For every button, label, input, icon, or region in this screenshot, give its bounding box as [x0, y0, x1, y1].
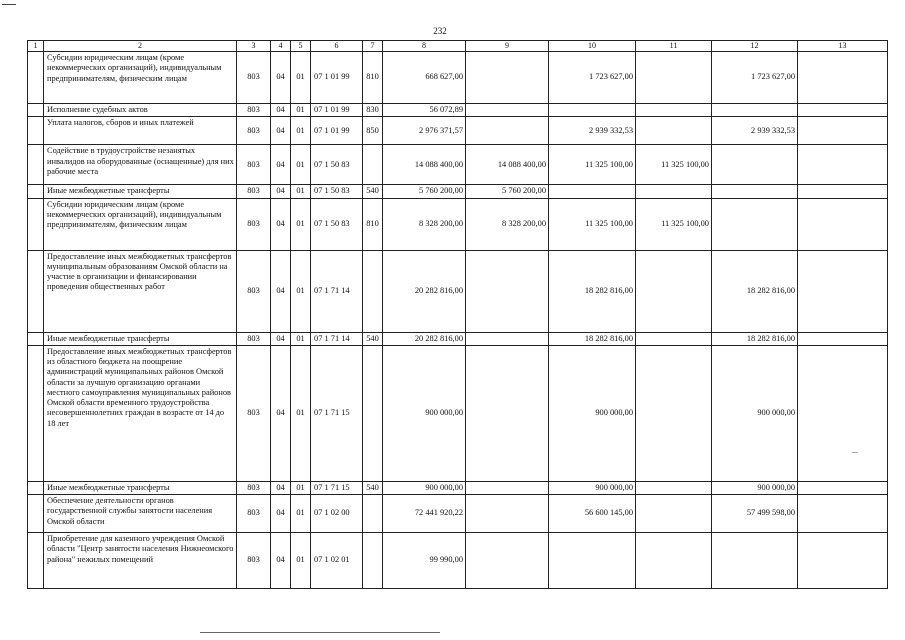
col-header-8: 8: [383, 41, 466, 52]
amount-col10-cell: 900 000,00: [549, 481, 636, 494]
expense-type-cell: 540: [363, 332, 383, 345]
col-header-9: 9: [466, 41, 549, 52]
code-cell: 803: [237, 198, 271, 250]
table-row: [28, 185, 888, 198]
section-cell: 04: [271, 250, 291, 332]
amount-col9-cell: [466, 52, 549, 104]
expense-type-cell: 540: [363, 185, 383, 198]
item-name-cell: Исполнение судебных актов: [44, 104, 237, 117]
amount-col13-cell: [798, 250, 888, 332]
amount-col10-cell: [549, 533, 636, 589]
section-cell: 04: [271, 198, 291, 250]
amount-col11-cell: 11 325 100,00: [636, 198, 712, 250]
amount-col12-cell: [712, 198, 798, 250]
amount-col8-cell: 56 072,89: [383, 104, 466, 117]
amount-col13-cell: [798, 185, 888, 198]
amount-col12-cell: [712, 185, 798, 198]
amount-col12-cell: [712, 533, 798, 589]
section-cell: 04: [271, 117, 291, 145]
expense-type-cell: 810: [363, 52, 383, 104]
amount-col11-cell: [636, 533, 712, 589]
subsection-cell: 01: [291, 117, 311, 145]
col-header-2: 2: [44, 41, 237, 52]
amount-col8-cell: 20 282 816,00: [383, 250, 466, 332]
table-row: [28, 198, 888, 250]
section-cell: 04: [271, 104, 291, 117]
expense-type-cell: 540: [363, 481, 383, 494]
item-name-cell: Предоставление иных межбюджетных трансфертов из областного бюджета на поощрение администраций муниципальных районов Омской области за лучшую организацию органами местного самоуправления муниципальных районов Омской области временного трудоустройства несовершеннолетних граждан в возрасте от 14 до 18 лет: [44, 345, 237, 481]
amount-col9-cell: [466, 117, 549, 145]
subsection-cell: 01: [291, 198, 311, 250]
expense-type-cell: [363, 533, 383, 589]
subsection-cell: 01: [291, 250, 311, 332]
amount-col9-cell: [466, 481, 549, 494]
expense-type-cell: [363, 145, 383, 185]
code-cell: 803: [237, 185, 271, 198]
amount-col12-cell: 900 000,00: [712, 481, 798, 494]
subsection-cell: 01: [291, 145, 311, 185]
expense-type-cell: [363, 345, 383, 481]
amount-col10-cell: 11 325 100,00: [549, 145, 636, 185]
amount-col10-cell: 11 325 100,00: [549, 198, 636, 250]
budget-table: [27, 40, 888, 589]
amount-col12-cell: 2 939 332,53: [712, 117, 798, 145]
subsection-cell: 01: [291, 332, 311, 345]
subsection-cell: 01: [291, 533, 311, 589]
col-header-12: 12: [712, 41, 798, 52]
target-article-cell: 07 1 01 99: [311, 52, 363, 104]
col-header-13: 13: [798, 41, 888, 52]
target-article-cell: 07 1 71 15: [311, 481, 363, 494]
target-article-cell: 07 1 50 83: [311, 185, 363, 198]
section-cell: 04: [271, 495, 291, 533]
amount-col9-cell: [466, 533, 549, 589]
amount-col13-cell: [798, 145, 888, 185]
amount-col10-cell: [549, 104, 636, 117]
amount-col8-cell: 8 328 200,00: [383, 198, 466, 250]
target-article-cell: 07 1 01 99: [311, 117, 363, 145]
section-cell: 04: [271, 52, 291, 104]
row-index-cell: [28, 250, 44, 332]
amount-col12-cell: 18 282 816,00: [712, 332, 798, 345]
expense-type-cell: 810: [363, 198, 383, 250]
section-cell: 04: [271, 332, 291, 345]
amount-col8-cell: 2 976 371,57: [383, 117, 466, 145]
amount-col12-cell: [712, 104, 798, 117]
col-header-7: 7: [363, 41, 383, 52]
target-article-cell: 07 1 71 14: [311, 332, 363, 345]
col-header-5: 5: [291, 41, 311, 52]
code-cell: 803: [237, 533, 271, 589]
row-index-cell: [28, 332, 44, 345]
row-index-cell: [28, 145, 44, 185]
target-article-cell: 07 1 01 99: [311, 104, 363, 117]
item-name-cell: Иные межбюджетные трансферты: [44, 332, 237, 345]
amount-col10-cell: 900 000,00: [549, 345, 636, 481]
expense-type-cell: 850: [363, 117, 383, 145]
row-index-cell: [28, 52, 44, 104]
subsection-cell: 01: [291, 104, 311, 117]
margin-tick: [852, 452, 858, 453]
amount-col11-cell: [636, 117, 712, 145]
amount-col9-cell: [466, 332, 549, 345]
row-index-cell: [28, 481, 44, 494]
section-cell: 04: [271, 533, 291, 589]
amount-col13-cell: [798, 481, 888, 494]
item-name-cell: Иные межбюджетные трансферты: [44, 185, 237, 198]
table-row: [28, 52, 888, 104]
amount-col8-cell: 72 441 920,22: [383, 495, 466, 533]
table-row: [28, 481, 888, 494]
item-name-cell: Уплата налогов, сборов и иных платежей: [44, 117, 237, 145]
amount-col13-cell: [798, 117, 888, 145]
table-row: [28, 332, 888, 345]
amount-col8-cell: 668 627,00: [383, 52, 466, 104]
corner-mark: [2, 4, 16, 5]
amount-col10-cell: 18 282 816,00: [549, 250, 636, 332]
amount-col8-cell: 20 282 816,00: [383, 332, 466, 345]
amount-col12-cell: 900 000,00: [712, 345, 798, 481]
amount-col10-cell: 2 939 332,53: [549, 117, 636, 145]
amount-col13-cell: [798, 198, 888, 250]
code-cell: 803: [237, 104, 271, 117]
code-cell: 803: [237, 345, 271, 481]
amount-col11-cell: [636, 495, 712, 533]
amount-col12-cell: [712, 145, 798, 185]
amount-col10-cell: [549, 185, 636, 198]
item-name-cell: Субсидии юридическим лицам (кроме некоммерческих организаций), индивидуальным предпринимателям, физическим лицам: [44, 52, 237, 104]
target-article-cell: 07 1 71 14: [311, 250, 363, 332]
table-row: [28, 117, 888, 145]
item-name-cell: Иные межбюджетные трансферты: [44, 481, 237, 494]
code-cell: 803: [237, 495, 271, 533]
item-name-cell: Содействие в трудоустройстве незанятых инвалидов на оборудованные (оснащенные) для них рабочие места: [44, 145, 237, 185]
table-row: [28, 104, 888, 117]
amount-col12-cell: 18 282 816,00: [712, 250, 798, 332]
target-article-cell: 07 1 02 01: [311, 533, 363, 589]
table-row: [28, 495, 888, 533]
col-header-1: 1: [28, 41, 44, 52]
amount-col8-cell: 900 000,00: [383, 481, 466, 494]
header-row: [28, 41, 888, 52]
subsection-cell: 01: [291, 185, 311, 198]
bottom-rule: [200, 632, 440, 633]
col-header-3: 3: [237, 41, 271, 52]
section-cell: 04: [271, 145, 291, 185]
subsection-cell: 01: [291, 345, 311, 481]
code-cell: 803: [237, 117, 271, 145]
amount-col9-cell: 14 088 400,00: [466, 145, 549, 185]
code-cell: 803: [237, 332, 271, 345]
row-index-cell: [28, 185, 44, 198]
amount-col13-cell: [798, 332, 888, 345]
amount-col10-cell: 18 282 816,00: [549, 332, 636, 345]
amount-col8-cell: 14 088 400,00: [383, 145, 466, 185]
amount-col11-cell: [636, 345, 712, 481]
target-article-cell: 07 1 50 83: [311, 145, 363, 185]
subsection-cell: 01: [291, 495, 311, 533]
table-row: [28, 345, 888, 481]
amount-col9-cell: 5 760 200,00: [466, 185, 549, 198]
amount-col8-cell: 900 000,00: [383, 345, 466, 481]
amount-col9-cell: [466, 495, 549, 533]
table-row: [28, 145, 888, 185]
item-name-cell: Предоставление иных межбюджетных трансфертов муниципальным образованиям Омской области на участие в организации и финансировании проведения общественных работ: [44, 250, 237, 332]
code-cell: 803: [237, 145, 271, 185]
row-index-cell: [28, 117, 44, 145]
col-header-11: 11: [636, 41, 712, 52]
item-name-cell: Обеспечение деятельности органов государственной службы занятости населения Омской области: [44, 495, 237, 533]
amount-col8-cell: 5 760 200,00: [383, 185, 466, 198]
amount-col13-cell: [798, 533, 888, 589]
amount-col11-cell: 11 325 100,00: [636, 145, 712, 185]
section-cell: 04: [271, 481, 291, 494]
code-cell: 803: [237, 481, 271, 494]
amount-col13-cell: [798, 104, 888, 117]
amount-col11-cell: [636, 332, 712, 345]
col-header-6: 6: [311, 41, 363, 52]
amount-col8-cell: 99 990,00: [383, 533, 466, 589]
target-article-cell: 07 1 50 83: [311, 198, 363, 250]
amount-col11-cell: [636, 481, 712, 494]
amount-col13-cell: [798, 495, 888, 533]
row-index-cell: [28, 104, 44, 117]
expense-type-cell: 830: [363, 104, 383, 117]
amount-col12-cell: 57 499 598,00: [712, 495, 798, 533]
table-row: [28, 533, 888, 589]
item-name-cell: Субсидии юридическим лицам (кроме некоммерческих организаций), индивидуальным предпринимателям, физическим лицам: [44, 198, 237, 250]
amount-col11-cell: [636, 104, 712, 117]
col-header-4: 4: [271, 41, 291, 52]
amount-col13-cell: [798, 345, 888, 481]
item-name-cell: Приобретение для казенного учреждения Омской области "Центр занятости населения Нижнеомского района" нежилых помещений: [44, 533, 237, 589]
amount-col12-cell: 1 723 627,00: [712, 52, 798, 104]
amount-col9-cell: [466, 104, 549, 117]
amount-col10-cell: 56 600 145,00: [549, 495, 636, 533]
expense-type-cell: [363, 250, 383, 332]
row-index-cell: [28, 198, 44, 250]
amount-col11-cell: [636, 185, 712, 198]
amount-col13-cell: [798, 52, 888, 104]
target-article-cell: 07 1 02 00: [311, 495, 363, 533]
amount-col9-cell: [466, 345, 549, 481]
subsection-cell: 01: [291, 481, 311, 494]
row-index-cell: [28, 345, 44, 481]
section-cell: 04: [271, 345, 291, 481]
col-header-10: 10: [549, 41, 636, 52]
amount-col11-cell: [636, 250, 712, 332]
page-number: 232: [433, 26, 447, 36]
row-index-cell: [28, 533, 44, 589]
amount-col9-cell: 8 328 200,00: [466, 198, 549, 250]
amount-col9-cell: [466, 250, 549, 332]
row-index-cell: [28, 495, 44, 533]
section-cell: 04: [271, 185, 291, 198]
table-row: [28, 250, 888, 332]
expense-type-cell: [363, 495, 383, 533]
target-article-cell: 07 1 71 15: [311, 345, 363, 481]
amount-col10-cell: 1 723 627,00: [549, 52, 636, 104]
subsection-cell: 01: [291, 52, 311, 104]
code-cell: 803: [237, 250, 271, 332]
code-cell: 803: [237, 52, 271, 104]
amount-col11-cell: [636, 52, 712, 104]
